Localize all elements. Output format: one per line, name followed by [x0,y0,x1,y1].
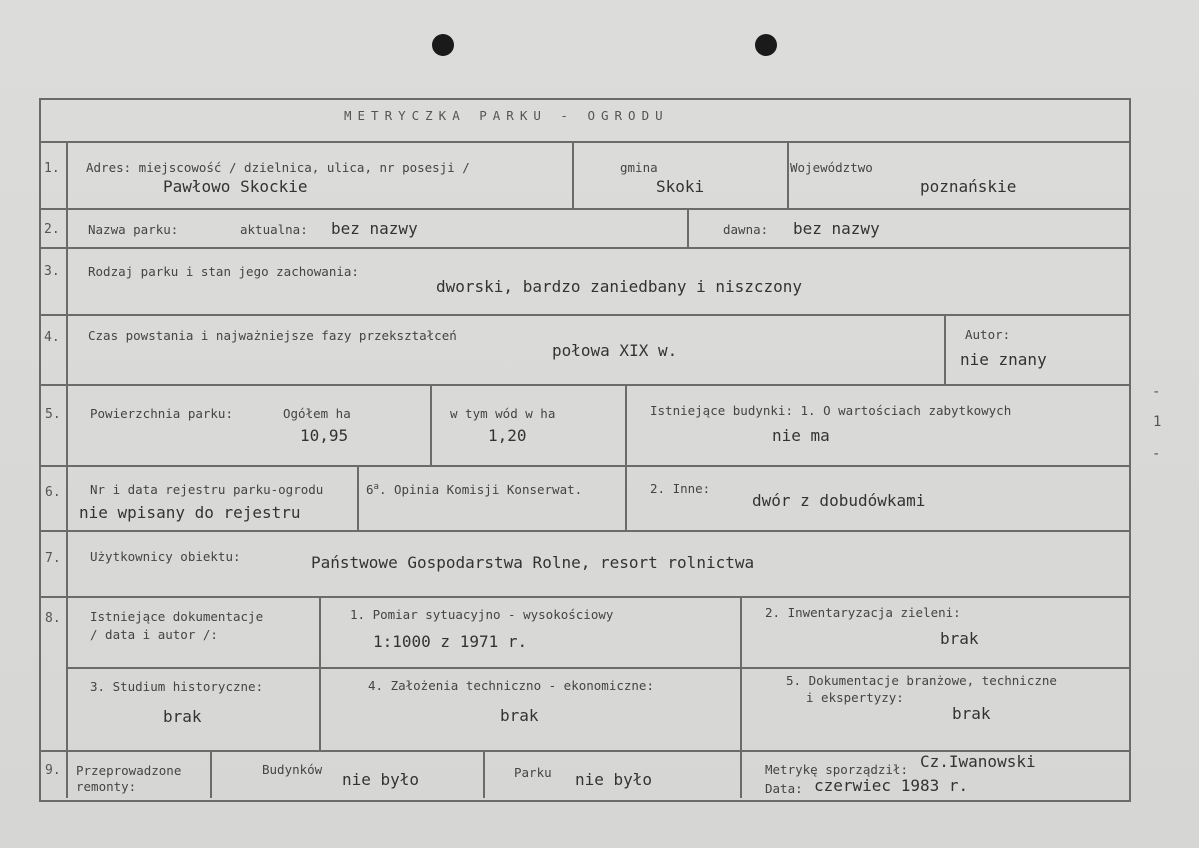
row-divider [39,141,1129,143]
address-label: Adres: miejscowość / dzielnica, ulica, nr posesji / [86,160,470,175]
current-name-label: aktualna: [240,222,308,237]
park-type-value: dworski, bardzo zaniedbany i niszczony [436,277,803,296]
row-divider [39,247,1129,249]
page-marker-dash: - [1152,446,1161,462]
author-of-record-label: Metrykę sporządził: [765,762,908,777]
row-number: 4. [44,330,60,345]
row-divider [39,384,1129,386]
row-divider [39,596,1129,598]
cell-divider [740,750,742,798]
park-name-label: Nazwa parku: [88,222,179,237]
row-number: 1. [44,161,60,176]
row-number: 6. [45,485,61,500]
origin-value: połowa XIX w. [552,341,678,360]
number-column-divider [66,141,68,798]
cell-divider [430,384,432,465]
repairs-label: Przeprowadzone [76,763,182,778]
cell-divider [357,465,359,530]
gmina-value: Skoki [656,177,705,196]
total-area-value: 10,95 [300,426,349,445]
voivodeship-value: poznańskie [920,177,1017,196]
buildings-repairs-value: nie było [342,770,420,789]
history-study-value: brak [163,707,202,726]
row-number: 3. [44,264,60,279]
history-study-label: 3. Studium historyczne: [90,679,264,694]
tech-label: 4. Założenia techniczno - ekonomiczne: [368,678,654,693]
form-table [39,98,1131,802]
buildings-repairs-label: Budynków [262,762,323,777]
docs-label: Istniejące dokumentacje [90,609,264,624]
author-of-record-value: Cz.Iwanowski [920,752,1036,771]
cell-divider [740,596,742,750]
cell-divider [210,750,212,798]
row-divider [39,208,1129,210]
address-value: Pawłowo Skockie [163,177,308,196]
punch-hole [755,34,777,56]
row-number: 9. [45,763,61,778]
other-label: 2. Inne: [650,481,711,496]
cell-divider [625,384,627,530]
water-area-value: 1,20 [488,426,527,445]
greenery-value: brak [940,629,979,648]
row-divider [39,530,1129,532]
origin-label: Czas powstania i najważniejsze fazy przekształceń [88,328,457,343]
register-label: Nr i data rejestru parku-ogrodu [90,482,324,497]
cell-divider [319,596,321,750]
record-date-label: Data: [765,781,803,796]
row-number: 8. [45,611,61,626]
cell-divider [483,750,485,798]
branch-docs-label-sub: i ekspertyzy: [806,690,904,705]
total-area-label: Ogółem ha [283,406,351,421]
row-number: 2. [44,222,60,237]
author-label: Autor: [965,327,1011,342]
cell-divider [687,208,689,247]
page-marker-dash: - [1152,384,1161,400]
conservator-opinion-label: 6$^a$. Opinia Komisji Konserwat. [366,482,583,498]
branch-docs-label: 5. Dokumentacje branżowe, techniczne [786,673,1057,688]
users-value: Państwowe Gospodarstwa Rolne, resort rolnictwa [311,553,755,572]
greenery-label: 2. Inwentaryzacja zieleni: [765,605,961,620]
branch-docs-value: brak [952,704,991,723]
former-name-label: dawna: [723,222,769,237]
buildings-label: Istniejące budynki: 1. O wartościach zabytkowych [650,403,1012,418]
voivodeship-label: Województwo [790,160,873,175]
park-type-label: Rodzaj parku i stan jego zachowania: [88,264,359,279]
row-number: 7. [45,551,61,566]
other-value: dwór z dobudówkami [752,491,926,510]
park-repairs-label: Parku [514,765,552,780]
row-divider [39,314,1129,316]
author-value: nie znany [960,350,1047,369]
row-divider [39,465,1129,467]
buildings-value: nie ma [772,426,830,445]
register-value: nie wpisany do rejestru [79,503,301,522]
cell-divider [572,141,574,208]
current-name-value: bez nazwy [331,219,418,238]
gmina-label: gmina [620,160,658,175]
former-name-value: bez nazwy [793,219,880,238]
survey-value: 1:1000 z 1971 r. [373,632,528,651]
form-title: METRYCZKA PARKU - OGRODU [344,108,669,123]
park-repairs-value: nie było [575,770,653,789]
cell-divider [944,314,946,384]
repairs-label-sub: remonty: [76,779,137,794]
punch-hole [432,34,454,56]
row-divider [66,667,1129,669]
page-marker-number: 1 [1153,414,1162,430]
tech-value: brak [500,706,539,725]
docs-label-sub: / data i autor /: [90,627,218,642]
water-area-label: w tym wód w ha [450,406,556,421]
cell-divider [787,141,789,208]
area-label: Powierzchnia parku: [90,406,233,421]
users-label: Użytkownicy obiektu: [90,549,241,564]
row-number: 5. [45,407,61,422]
record-date-value: czerwiec 1983 r. [814,776,969,795]
survey-label: 1. Pomiar sytuacyjno - wysokościowy [350,607,614,622]
